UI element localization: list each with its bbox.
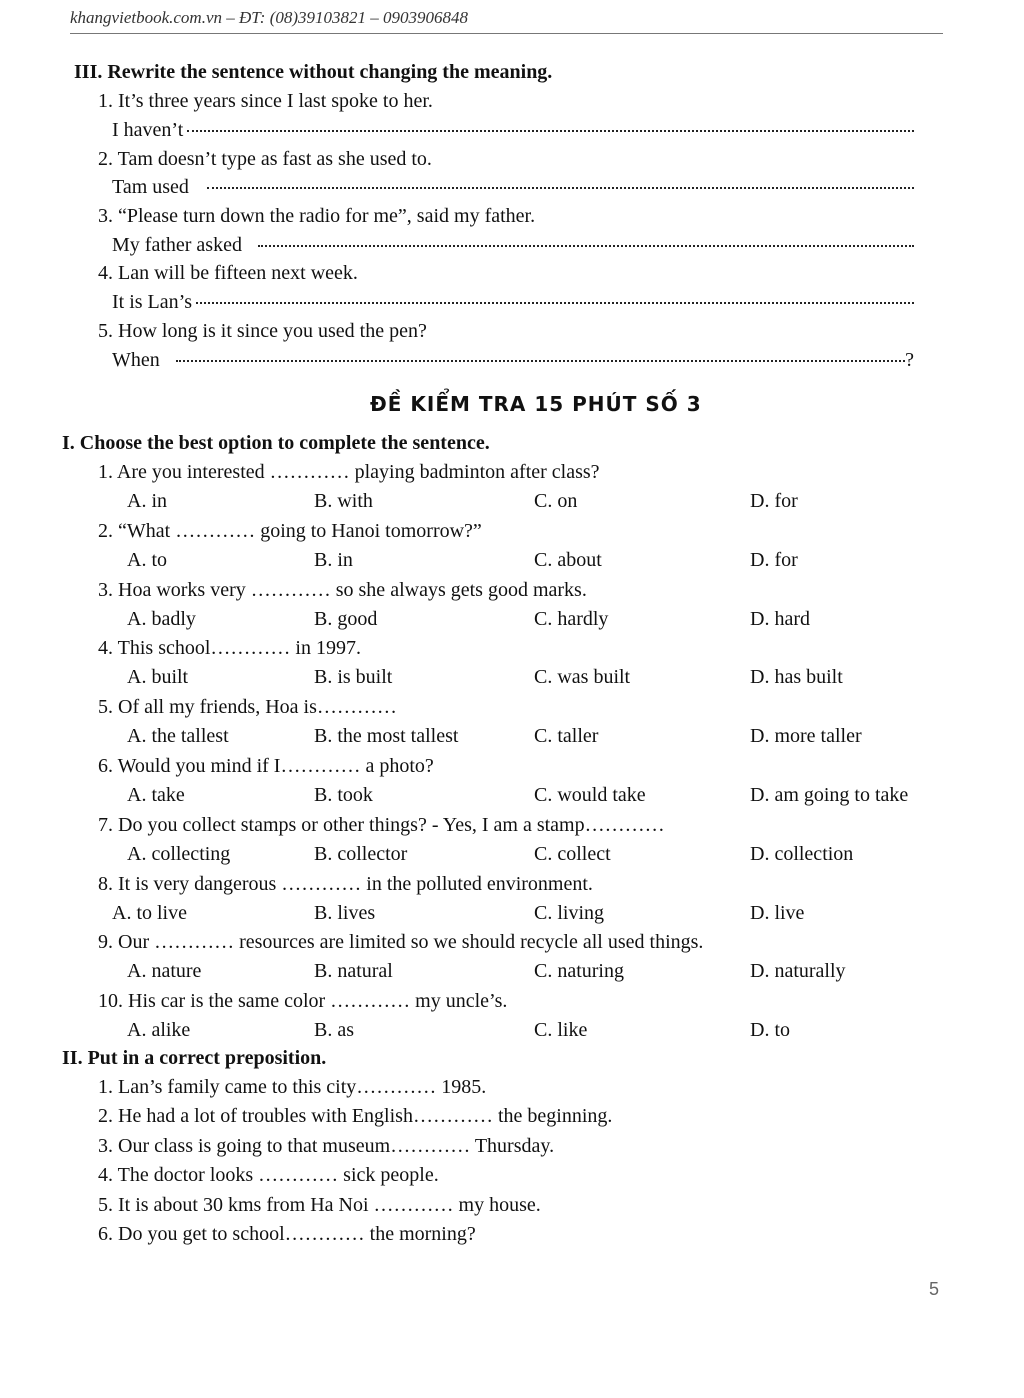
preposition-heading: II. Put in a correct preposition. bbox=[62, 1047, 327, 1069]
rewrite-answer-line[interactable] bbox=[112, 349, 914, 372]
mc-option-c[interactable]: C. collect bbox=[534, 842, 611, 865]
mc-option-d[interactable]: D. hard bbox=[750, 607, 810, 630]
mc-option-d[interactable]: D. naturally bbox=[750, 960, 846, 983]
mc-option-d[interactable]: D. has built bbox=[750, 666, 843, 689]
choose-heading: I. Choose the best option to complete the sentence. bbox=[62, 432, 490, 454]
mc-question: 5. Of all my friends, Hoa is………… bbox=[98, 696, 397, 719]
answer-blank[interactable] bbox=[207, 187, 914, 189]
mc-option-d[interactable]: D. for bbox=[750, 548, 798, 571]
rewrite-answer-lead: When bbox=[112, 349, 160, 371]
preposition-question: 6. Do you get to school………… the morning? bbox=[98, 1223, 476, 1245]
mc-option-a[interactable]: A. nature bbox=[127, 960, 202, 983]
rewrite-question: 3. “Please turn down the radio for me”, said my father. bbox=[98, 205, 536, 227]
preposition-question: 3. Our class is going to that museum………… Thursday. bbox=[98, 1134, 555, 1157]
rewrite-question: 5. How long is it since you used the pen? bbox=[98, 320, 427, 342]
mc-question: 2. “What ………… going to Hanoi tomorrow?” bbox=[98, 519, 482, 542]
mc-option-d[interactable]: D. for bbox=[750, 490, 798, 512]
rewrite-question: 4. Lan will be fifteen next week. bbox=[98, 262, 358, 284]
mc-option-d[interactable]: D. collection bbox=[750, 842, 854, 865]
mc-option-b[interactable]: B. is built bbox=[314, 666, 393, 689]
mc-option-a[interactable]: A. badly bbox=[127, 607, 196, 630]
mc-option-c[interactable]: C. living bbox=[534, 901, 605, 924]
mc-option-b[interactable]: B. in bbox=[314, 548, 353, 571]
rewrite-answer-end: ? bbox=[905, 349, 914, 371]
preposition-question: 4. The doctor looks ………… sick people. bbox=[98, 1164, 439, 1187]
mc-option-c[interactable]: C. was built bbox=[534, 666, 631, 689]
mc-option-b[interactable]: B. as bbox=[314, 1019, 354, 1042]
rewrite-answer-line[interactable] bbox=[112, 119, 914, 142]
mc-option-a[interactable]: A. take bbox=[127, 784, 185, 806]
rewrite-answer-lead: I haven’t bbox=[112, 119, 184, 141]
mc-question: 3. Hoa works very ………… so she always gets good marks. bbox=[98, 578, 587, 601]
mc-option-c[interactable]: C. would take bbox=[534, 784, 646, 806]
rewrite-answer-lead: Tam used bbox=[112, 176, 189, 198]
mc-option-c[interactable]: C. about bbox=[534, 548, 602, 571]
mc-option-b[interactable]: B. natural bbox=[314, 960, 393, 983]
answer-blank[interactable] bbox=[196, 302, 914, 304]
rewrite-answer-lead: My father asked bbox=[112, 234, 242, 256]
mc-option-c[interactable]: C. on bbox=[534, 490, 578, 512]
mc-option-b[interactable]: B. took bbox=[314, 784, 373, 806]
mc-option-b[interactable]: B. the most tallest bbox=[314, 725, 459, 748]
rewrite-answer-line[interactable] bbox=[112, 234, 914, 257]
mc-option-d[interactable]: D. to bbox=[750, 1019, 790, 1042]
mc-option-b[interactable]: B. lives bbox=[314, 901, 376, 924]
mc-question: 4. This school………… in 1997. bbox=[98, 637, 361, 660]
mc-question: 7. Do you collect stamps or other things? - Yes, I am a stamp………… bbox=[98, 813, 665, 836]
preposition-question: 5. It is about 30 kms from Ha Noi ………… my house. bbox=[98, 1193, 541, 1216]
mc-option-a[interactable]: A. built bbox=[127, 666, 189, 689]
mc-option-b[interactable]: B. with bbox=[314, 490, 373, 512]
header-divider bbox=[70, 33, 943, 34]
page-number: 5 bbox=[929, 1279, 940, 1299]
mc-option-d[interactable]: D. live bbox=[750, 901, 805, 924]
rewrite-question: 1. It’s three years since I last spoke to her. bbox=[98, 90, 433, 112]
preposition-question: 2. He had a lot of troubles with English………… the beginning. bbox=[98, 1105, 613, 1128]
answer-blank[interactable] bbox=[176, 360, 905, 362]
mc-option-b[interactable]: B. good bbox=[314, 607, 378, 630]
mc-option-c[interactable]: C. hardly bbox=[534, 607, 609, 630]
mc-option-a[interactable]: A. in bbox=[127, 490, 167, 512]
mc-option-d[interactable]: D. am going to take bbox=[750, 784, 909, 806]
answer-blank[interactable] bbox=[258, 245, 914, 247]
mc-option-a[interactable]: A. to bbox=[127, 548, 167, 571]
mc-question: 1. Are you interested ………… playing badminton after class? bbox=[98, 461, 600, 483]
mc-question: 9. Our ………… resources are limited so we should recycle all used things. bbox=[98, 931, 704, 954]
rewrite-heading: III. Rewrite the sentence without changing the meaning. bbox=[74, 61, 553, 83]
mc-option-b[interactable]: B. collector bbox=[314, 842, 408, 865]
mc-option-c[interactable]: C. like bbox=[534, 1019, 588, 1042]
mc-option-a[interactable]: A. to live bbox=[112, 901, 187, 924]
mc-option-a[interactable]: A. the tallest bbox=[127, 725, 229, 748]
rewrite-answer-line[interactable] bbox=[112, 291, 914, 314]
mc-option-c[interactable]: C. naturing bbox=[534, 960, 624, 983]
page-header: khangvietbook.com.vn – ĐT: (08)39103821 – 0903906848 bbox=[70, 8, 469, 27]
rewrite-answer-line[interactable] bbox=[112, 176, 914, 199]
mc-question: 8. It is very dangerous ………… in the polluted environment. bbox=[98, 872, 593, 895]
mc-option-a[interactable]: A. alike bbox=[127, 1019, 191, 1042]
mc-question: 10. His car is the same color ………… my uncle’s. bbox=[98, 990, 508, 1013]
mc-option-c[interactable]: C. taller bbox=[534, 725, 599, 748]
rewrite-answer-lead: It is Lan’s bbox=[112, 291, 192, 313]
rewrite-question: 2. Tam doesn’t type as fast as she used to. bbox=[98, 148, 432, 170]
preposition-question: 1. Lan’s family came to this city………… 1985. bbox=[98, 1076, 487, 1098]
answer-blank[interactable] bbox=[187, 130, 914, 132]
mc-option-d[interactable]: D. more taller bbox=[750, 725, 862, 748]
mc-option-a[interactable]: A. collecting bbox=[127, 842, 231, 865]
test-title: ĐỀ KIỂM TRA 15 PHÚT SỐ 3 bbox=[370, 392, 702, 416]
mc-question: 6. Would you mind if I………… a photo? bbox=[98, 755, 434, 777]
